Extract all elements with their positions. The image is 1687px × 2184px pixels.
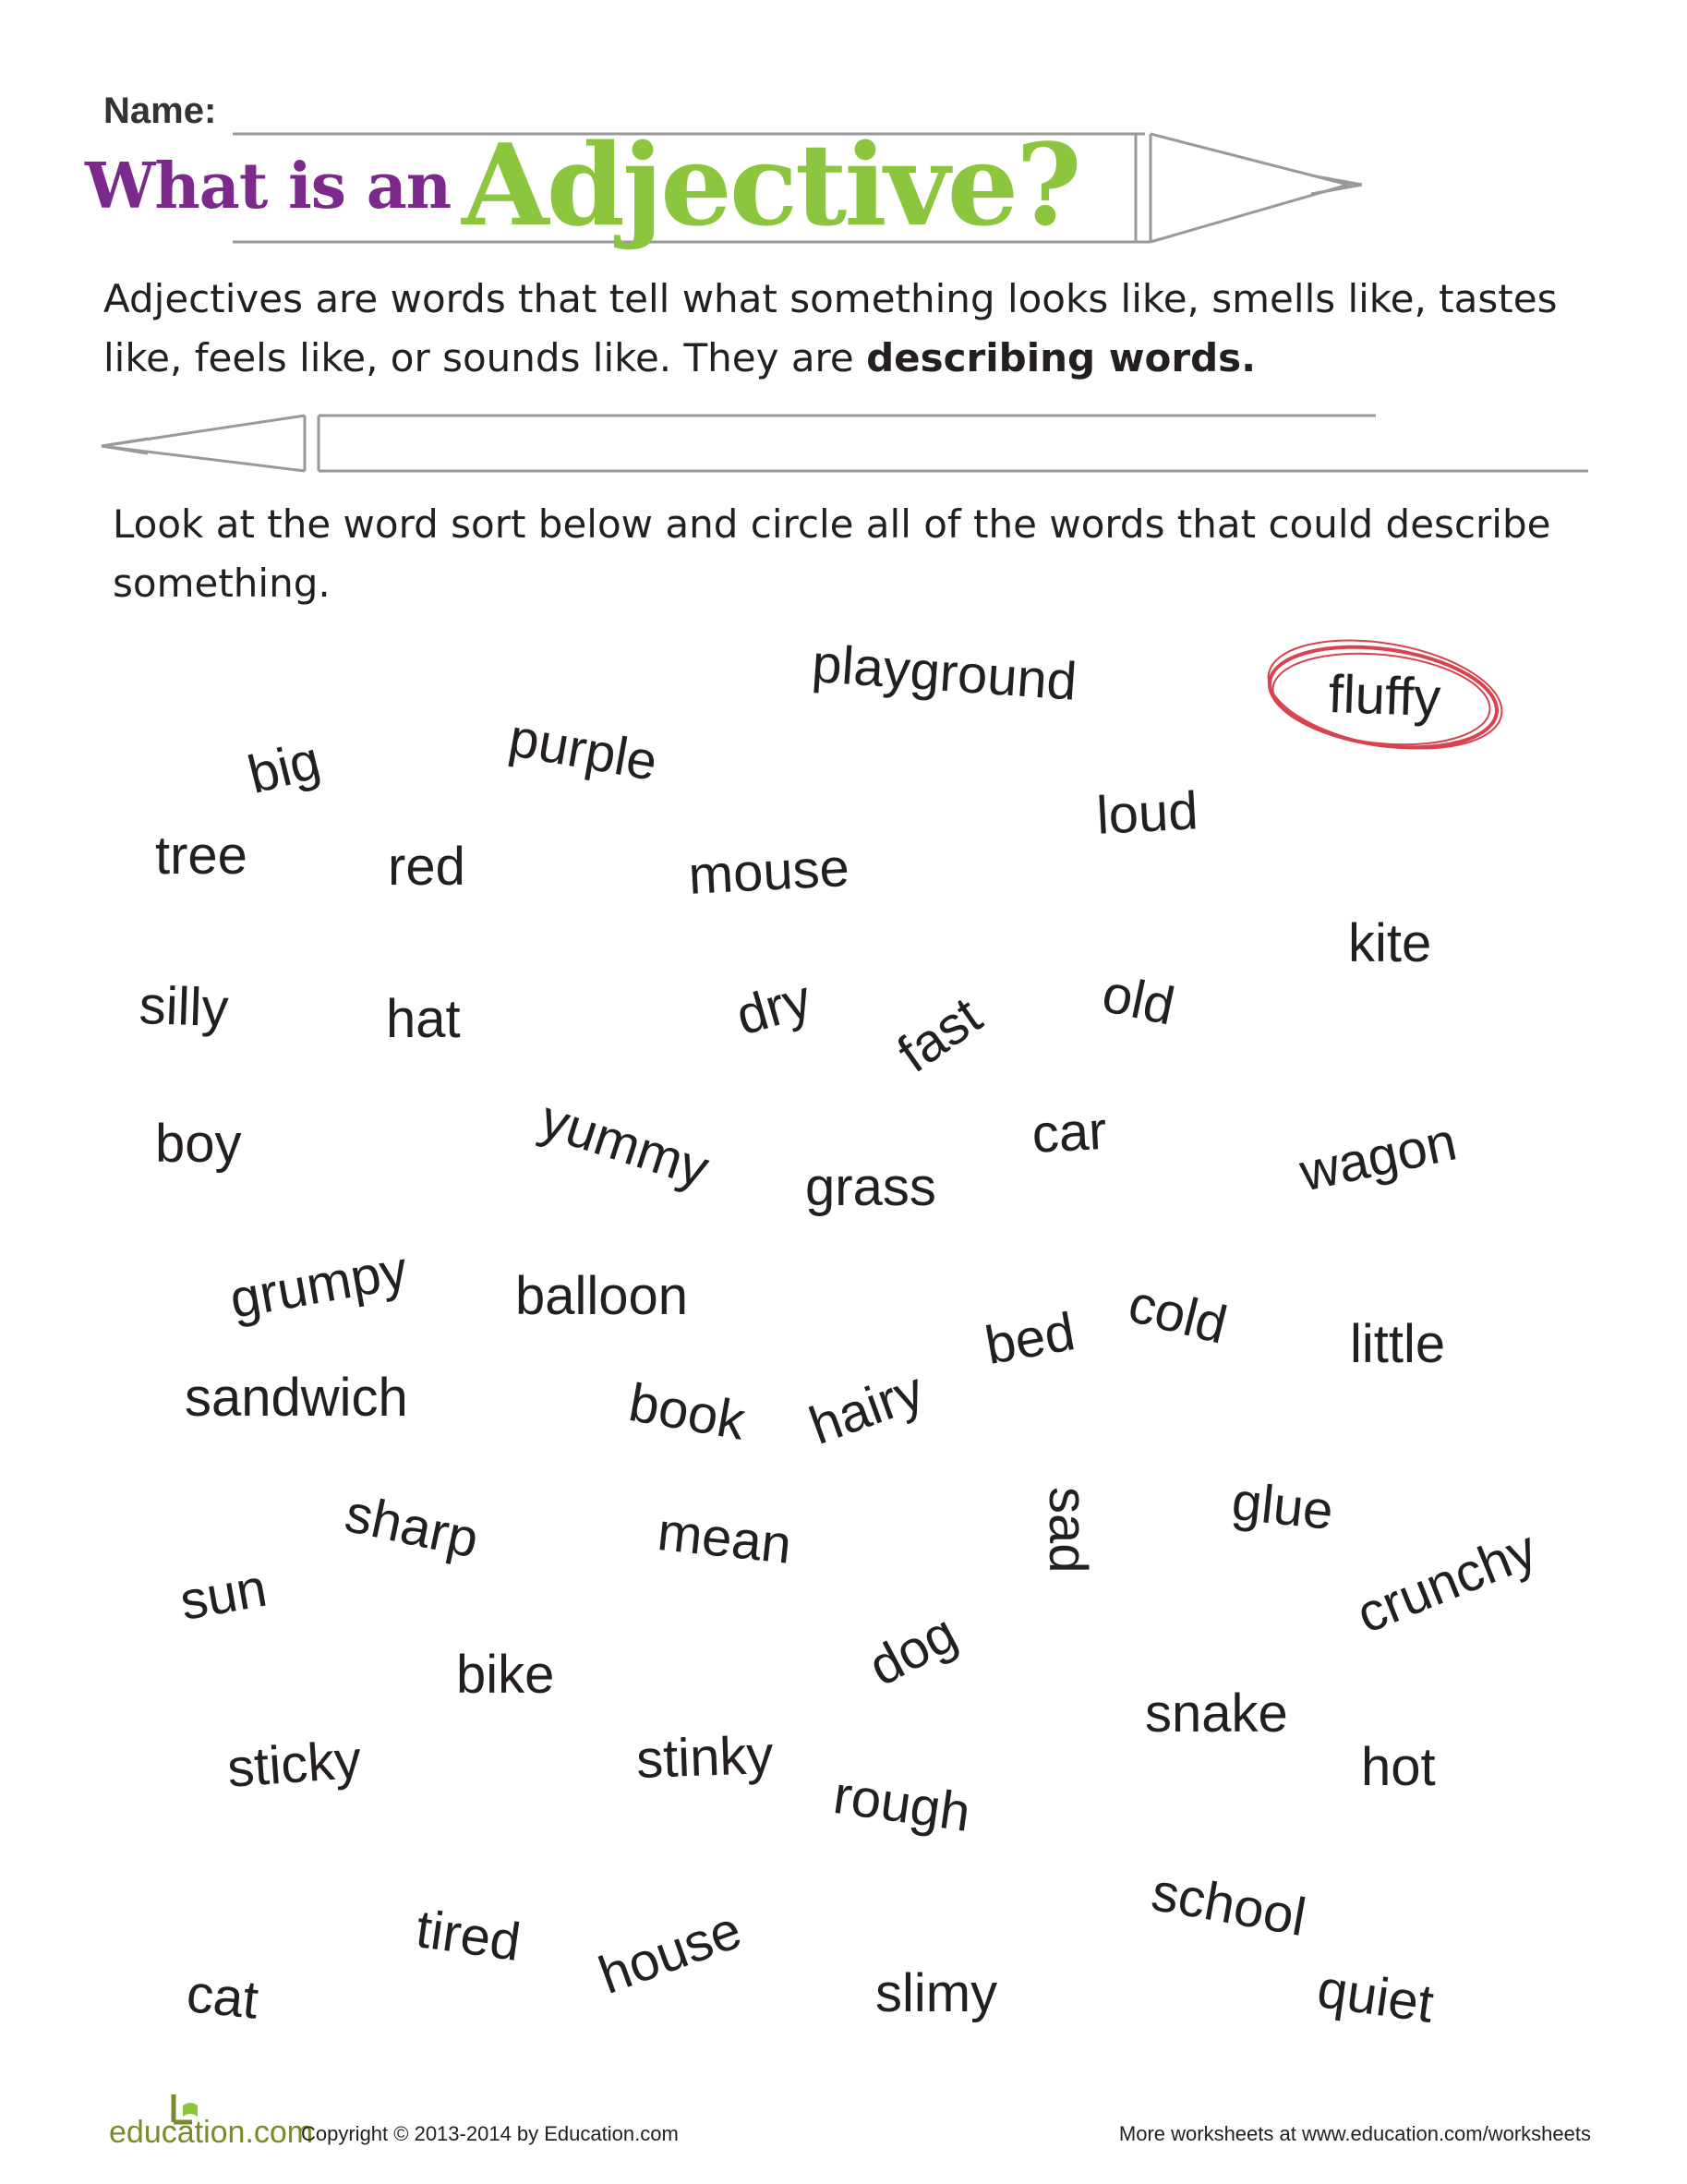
intro-bold: describing words. (866, 335, 1257, 380)
word-dry[interactable]: dry (729, 968, 818, 1047)
logo-icon (164, 2085, 211, 2131)
word-balloon[interactable]: balloon (515, 1266, 689, 1326)
word-mean[interactable]: mean (655, 1501, 795, 1575)
word-glue[interactable]: glue (1229, 1470, 1336, 1542)
word-kite[interactable]: kite (1348, 913, 1432, 973)
word-quiet[interactable]: quiet (1313, 1958, 1438, 2034)
word-bed[interactable]: bed (981, 1301, 1079, 1376)
word-hairy[interactable]: hairy (801, 1359, 932, 1457)
word-red[interactable]: red (388, 837, 465, 897)
word-yummy[interactable]: yummy (533, 1088, 717, 1200)
name-label: Name: (103, 90, 217, 131)
copyright-text: Copyright © 2013-2014 by Education.com (301, 2122, 679, 2145)
footer-logo[interactable] (109, 2115, 313, 2151)
word-house[interactable]: house (591, 1899, 750, 2007)
word-sad[interactable]: sad (1038, 1487, 1098, 1574)
word-car[interactable]: car (1030, 1100, 1108, 1164)
word-stinky[interactable]: stinky (635, 1724, 775, 1790)
word-rough[interactable]: rough (829, 1764, 974, 1844)
word-boy[interactable]: boy (155, 1114, 242, 1174)
word-big[interactable]: big (242, 730, 327, 806)
word-loud[interactable]: loud (1095, 780, 1199, 846)
word-hot[interactable]: hot (1361, 1737, 1436, 1797)
word-hat[interactable]: hat (386, 989, 461, 1049)
word-book[interactable]: book (624, 1371, 750, 1452)
word-sharp[interactable]: sharp (340, 1482, 484, 1570)
word-sticky[interactable]: sticky (225, 1729, 364, 1799)
word-silly[interactable]: silly (138, 974, 230, 1039)
word-bike[interactable]: bike (456, 1645, 555, 1705)
word-wagon[interactable]: wagon (1295, 1111, 1462, 1203)
intro-text: Adjectives are words that tell what something looks like, smells like, tastes like, feels like, or sounds like. They are (103, 276, 1558, 380)
word-dog[interactable]: dog (859, 1602, 967, 1698)
word-school[interactable]: school (1147, 1861, 1310, 1949)
word-purple[interactable]: purple (504, 706, 662, 792)
word-snake[interactable]: snake (1145, 1683, 1288, 1744)
word-crunchy[interactable]: crunchy (1348, 1518, 1546, 1646)
instruction-text: Look at the word sort below and circle all of the words that could describe something. (113, 501, 1551, 606)
word-little[interactable]: little (1350, 1314, 1446, 1374)
word-tired[interactable]: tired (412, 1898, 524, 1973)
logo-text: education.com (109, 2115, 314, 2150)
word-old[interactable]: old (1097, 962, 1180, 1037)
word-grumpy[interactable]: grumpy (225, 1239, 412, 1330)
word-fluffy[interactable]: fluffy (1327, 663, 1442, 729)
word-fast[interactable]: fast (886, 985, 993, 1085)
word-slimy[interactable]: slimy (875, 1963, 998, 2023)
title-prefix: What is an (85, 150, 452, 223)
title-main: Adjective? (462, 118, 1079, 251)
word-grass[interactable]: grass (805, 1157, 936, 1217)
bottom-crayon-icon (102, 416, 1588, 471)
word-sandwich[interactable]: sandwich (185, 1368, 408, 1428)
intro-paragraph (103, 270, 1618, 388)
word-cat[interactable]: cat (184, 1962, 261, 2031)
word-cold[interactable]: cold (1123, 1273, 1234, 1356)
more-worksheets-link[interactable]: More worksheets at www.education.com/worksheets (1118, 2122, 1591, 2145)
word-sun[interactable]: sun (175, 1557, 271, 1632)
word-tree[interactable]: tree (155, 826, 247, 886)
word-playground[interactable]: playground (810, 633, 1079, 712)
word-mouse[interactable]: mouse (687, 837, 851, 906)
